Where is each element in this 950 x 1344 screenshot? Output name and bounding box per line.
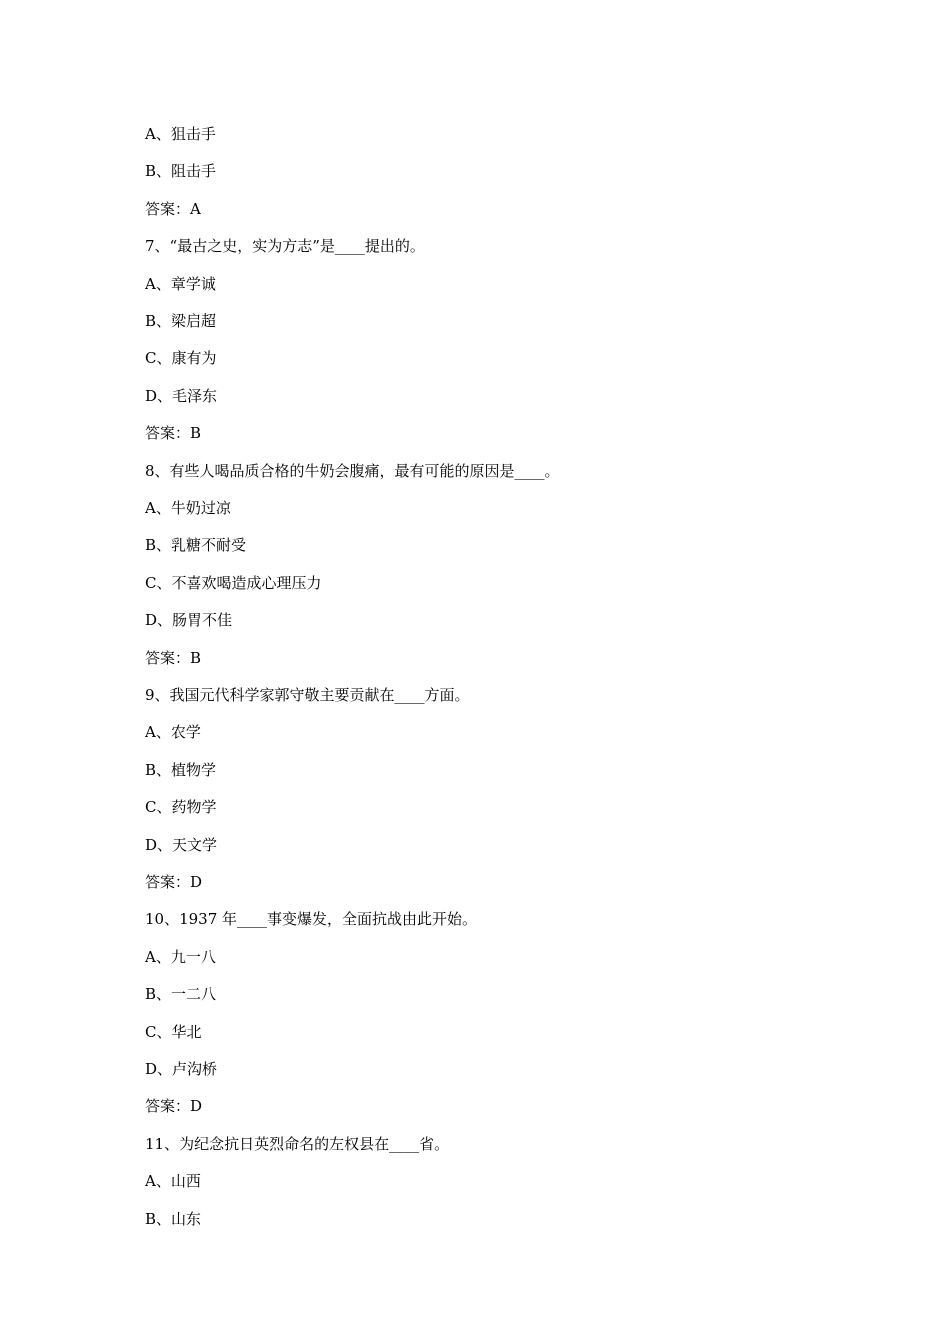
option-text: C、康有为 xyxy=(145,349,217,367)
option-text: A、农学 xyxy=(145,723,201,741)
answer-text: 答案：B xyxy=(145,424,202,442)
option-text: D、毛泽东 xyxy=(145,387,218,405)
option-text: B、一二八 xyxy=(145,985,217,1003)
option-text: C、不喜欢喝造成心理压力 xyxy=(145,574,322,592)
answer-text: 答案：B xyxy=(145,649,202,667)
option-text: C、华北 xyxy=(145,1023,202,1041)
option-text: B、乳糖不耐受 xyxy=(145,536,247,554)
answer-text: 答案：D xyxy=(145,1097,203,1115)
answer-text: 答案：D xyxy=(145,873,203,891)
option-text: A、牛奶过凉 xyxy=(145,499,231,517)
option-text: D、肠胃不佳 xyxy=(145,611,233,629)
answer-text: 答案：A xyxy=(145,200,201,218)
option-text: A、狙击手 xyxy=(145,125,216,143)
question-text: 9、我国元代科学家郭守敬主要贡献在____方面。 xyxy=(145,686,470,704)
option-text: C、药物学 xyxy=(145,798,217,816)
option-text: B、阻击手 xyxy=(145,162,217,180)
question-text: 8、有些人喝品质合格的牛奶会腹痛，最有可能的原因是____。 xyxy=(145,462,560,480)
option-text: B、梁启超 xyxy=(145,312,217,330)
option-text: D、卢沟桥 xyxy=(145,1060,218,1078)
option-text: D、天文学 xyxy=(145,836,218,854)
option-text: A、山西 xyxy=(145,1172,201,1190)
question-text: 7、“最古之史，实为方志”是____提出的。 xyxy=(145,237,425,255)
question-text: 10、1937 年____事变爆发，全面抗战由此开始。 xyxy=(145,910,478,928)
option-text: B、山东 xyxy=(145,1210,202,1228)
option-text: A、九一八 xyxy=(145,948,216,966)
option-text: B、植物学 xyxy=(145,761,217,779)
question-text: 11、为纪念抗日英烈命名的左权县在____省。 xyxy=(145,1135,450,1153)
option-text: A、章学诚 xyxy=(145,275,216,293)
